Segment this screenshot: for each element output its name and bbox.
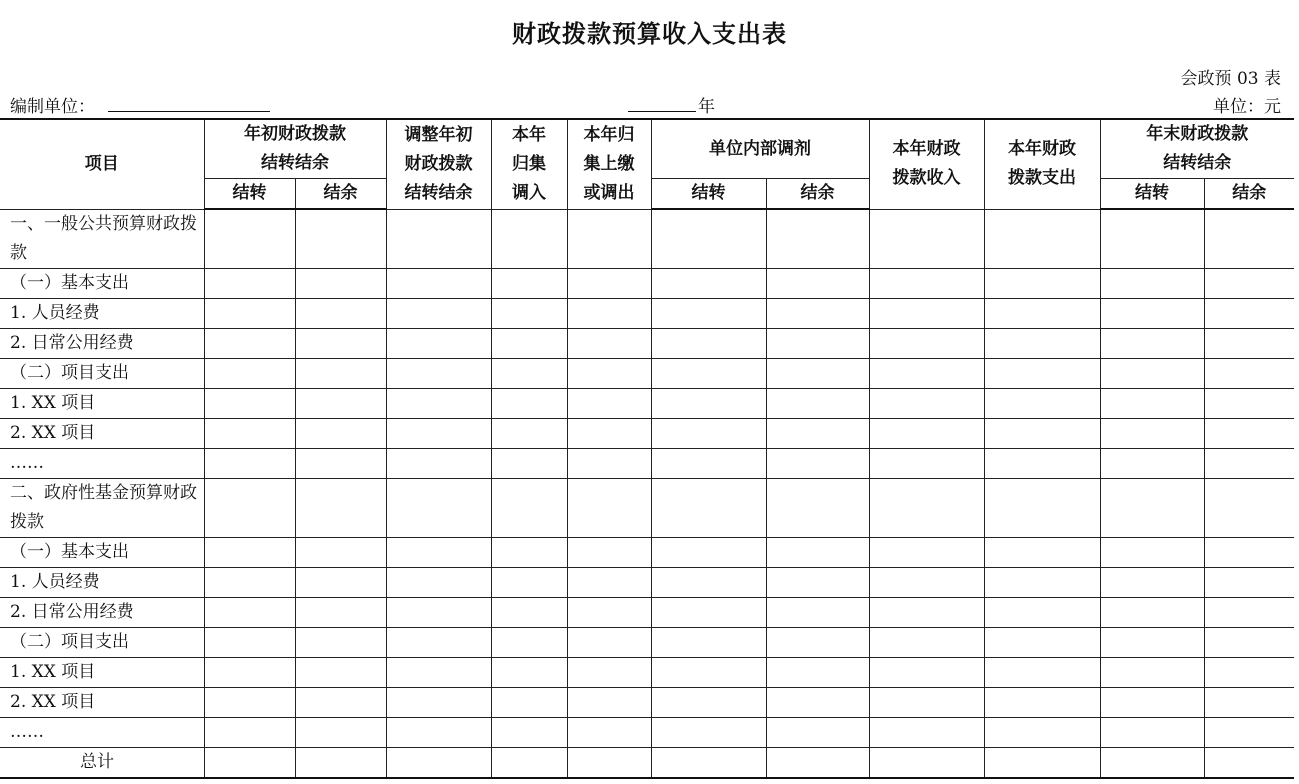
header-closing-balance: 年末财政拨款 结转结余 [1100,119,1294,179]
header-internal-adjustment: 单位内部调剂 [651,119,869,179]
subheader-opening-carryover: 结转 [204,179,295,210]
table-row [0,718,1294,748]
total-row [0,748,1294,779]
row-label: 1. XX 项目 [0,658,204,688]
row-label: 1. XX 项目 [0,389,204,419]
row-label: 2. 日常公用经费 [0,329,204,359]
header-adjust-opening: 调整年初 财政拨款 结转结余 [386,119,491,209]
subheader-internal-carryover: 结转 [651,179,766,210]
row-label: （一）基本支出 [0,269,204,299]
row-label: …… [0,449,204,479]
subheader-closing-carryover: 结转 [1100,179,1204,210]
row-label: 2. XX 项目 [0,419,204,449]
row-label: 2. XX 项目 [0,688,204,718]
row-label: 2. 日常公用经费 [0,598,204,628]
year-blank-line [628,111,696,112]
header-annual-revenue: 本年财政 拨款收入 [869,119,984,209]
header-annual-expense: 本年财政 拨款支出 [984,119,1100,209]
prepared-by-label: 编制单位： [10,97,95,117]
form-number: 会政预 03 表 [1180,69,1281,89]
budget-table [0,118,1294,779]
table-row [0,449,1294,479]
table-row [0,209,1294,269]
row-label: …… [0,718,204,748]
table-row [0,479,1294,538]
row-label: 1. 人员经费 [0,568,204,598]
header-opening-balance: 年初财政拨款 结转结余 [204,119,386,179]
row-label: 二、政府性基金预算财政拨款 [0,479,204,538]
header-transfer-out: 本年归 集上缴 或调出 [567,119,651,209]
subheader-opening-surplus: 结余 [295,179,386,210]
year-label: 年 [698,97,715,117]
table-row [0,359,1294,389]
subheader-closing-surplus: 结余 [1204,179,1294,210]
table-row [0,419,1294,449]
table-row [0,598,1294,628]
table-row [0,628,1294,658]
table-row [0,269,1294,299]
row-label: （二）项目支出 [0,628,204,658]
table-row [0,688,1294,718]
table-row [0,329,1294,359]
currency-unit-label: 单位：元 [1213,97,1281,117]
header-transfer-in: 本年 归集 调入 [491,119,567,209]
row-label: 一、一般公共预算财政拨款 [0,209,204,269]
report-title: 财政拨款预算收入支出表 [512,20,787,48]
table-row [0,658,1294,688]
table-row [0,389,1294,419]
subheader-internal-surplus: 结余 [766,179,869,210]
total-label: 总计 [0,748,204,779]
table-row [0,538,1294,568]
row-label: 1. 人员经费 [0,299,204,329]
row-label: （二）项目支出 [0,359,204,389]
table-row [0,568,1294,598]
table-row [0,299,1294,329]
row-label: （一）基本支出 [0,538,204,568]
prepared-by-blank-line [108,111,270,112]
header-item: 项目 [0,119,204,209]
